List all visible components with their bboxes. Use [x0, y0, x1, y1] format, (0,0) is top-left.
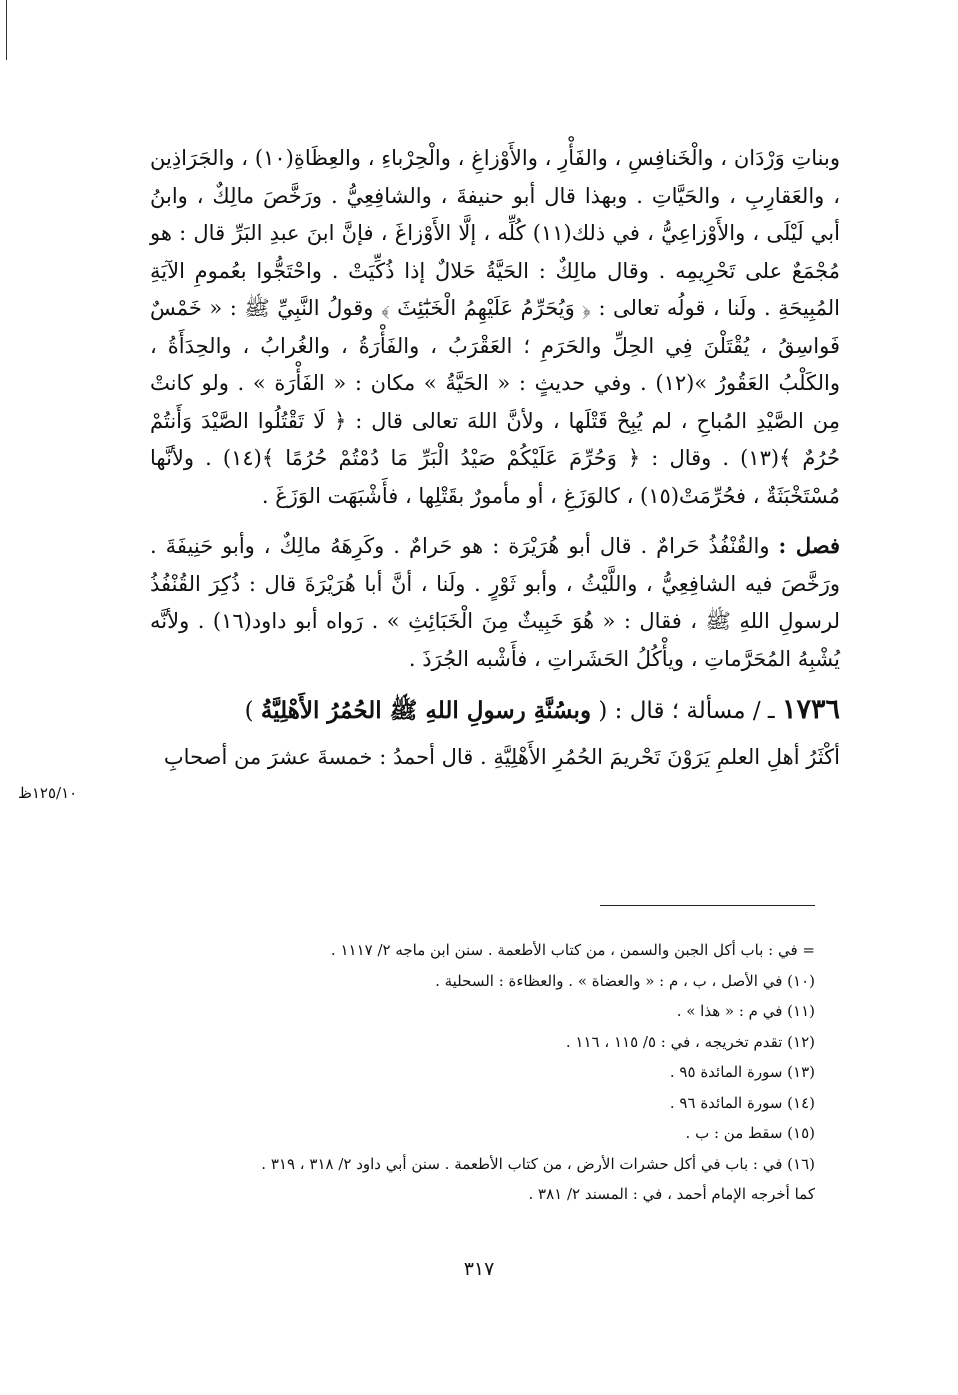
masala-intro: ـ / مسألة ؛ قال : (	[598, 698, 775, 724]
page-edge-line	[6, 0, 7, 60]
main-text	[150, 140, 840, 777]
masala-close: )	[244, 698, 254, 724]
fasl-heading: فصل :	[778, 533, 840, 558]
footnotes	[150, 935, 815, 1210]
paragraph-animals: وبناتِ وَرْدَان ، والْخَنافِسِ ، والفَأْرِ ، والأَوْزاغِ ، والْحِرْباءِ ، والعِظَاةِ(١٠) ، والجَرَاذِين ، والعَقارِبِ ، والحَيَّاتِ . وبهذا قال أبو حنيفةَ ، والشافِعِيُّ . ورَخَّصَ مالِكٌ ، وابنُ أبي لَيْلَى ، والأَوْزاعِيُّ ، في ذلك(١١) كُلِّه ، إلَّا الأَوْزاغَ ، فإنَّ ابنَ عبدِ البَرِّ قال : هو مُجْمَعٌ على تَحْرِيمِه . وقال مالِكٌ : الحَيَّةُ حَلالٌ إذا ذُكِّيَتْ . واحْتَجُّوا بعُمومِ الآيَةِ المُبِيحَةِ . ولَنا ، قولُه تعالى : ﴿ وَيُحَرِّمُ عَلَيْهِمُ الْخَبَٰٓئِثَ ﴾ وقولُ النَّبِيِّ ﷺ : « خَمْسٌ فَواسِقُ ، يُقْتَلْنَ فِي الحِلِّ والحَرَمِ ؛ العَقْرَبُ ، والفَأْرَةُ ، والغُرابُ ، والحِدَأَةُ ، والكَلْبُ العَقُورُ »(١٢) . وفي حديثٍ : « الحَيَّةُ » مكان : « الفَأْرَة » . ولو كانتْ مِن الصَّيْدِ المُباحِ ، لم يُبِحْ قَتْلَها ، ولأنَّ اللهَ تعالى قال : ﴿ لَا تَقْتُلُوا الصَّيْدَ وَأَنتُمْ حُرُمٌ ﴾(١٣) . وقال : ﴿ وَحُرِّمَ عَلَيْكُمْ صَيْدُ الْبَرِّ مَا دُمْتُمْ حُرُمًا ﴾(١٤) . ولأنَّها مُسْتَخْبَثَةٌ ، فحُرِّمَتْ(١٥) ، كالوَزَغِ ، أو مأمورٌ بقَتْلِها ، فأَشْبَهَت الوَزَغَ .	[150, 146, 840, 508]
paragraph-commentary: أكْثَرُ أهلِ العلمِ يَرَوْنَ تَحْريمَ الحُمُرِ الأَهْلِيَّةِ . قال أحمدُ : خمسةَ عشرَ من أصحابِ	[163, 745, 840, 769]
masala-text: وبسُنَّةِ رسولِ اللهِ ﷺ الحُمُرُ الأَهْلِيَّةُ	[260, 697, 592, 724]
footnote-item: كما أخرجه الإمام أحمد ، في : المسند ٢/ ٣٨١ .	[528, 1185, 815, 1203]
paragraph-fasl	[150, 527, 840, 678]
footnote-item: (١١) في م : « هذا » .	[676, 1002, 815, 1020]
footnote-item: (١٤) سورة المائدة ٩٦ .	[669, 1093, 815, 1112]
page-number: ٣١٧	[463, 1258, 495, 1280]
footnote-item: (١٠) في الأصل ، ب ، م : « والعضاة » . والعظاءة : السحلية .	[435, 971, 815, 990]
footnote-item: (١٦) في : باب في أكل حشرات الأرض ، من كتاب الأطعمة . سنن أبي داود ٢/ ٣١٨ ، ٣١٩ .	[261, 1154, 815, 1173]
footnote-item: (١٥) سقط من : ب .	[685, 1124, 815, 1142]
footnote-item: (١٢) تقدم تخريجه ، في : ٥/ ١١٥ ، ١١٦ .	[565, 1032, 815, 1051]
footnote-item: = في : باب أكل الجبن والسمن ، من كتاب الأطعمة . سنن ابن ماجه ٢/ ١١١٧ .	[330, 941, 815, 959]
margin-manuscript-reference: ١٢٥/١٠ظ	[18, 784, 78, 802]
masala-heading	[150, 690, 840, 731]
footnote-separator	[600, 905, 815, 906]
masala-number: ١٧٣٦	[781, 694, 840, 725]
footnote-item: (١٣) سورة المائدة ٩٥ .	[669, 1063, 815, 1081]
fasl-text: والقُنْفُذُ حَرامٌ . قال أبو هُرَيْرَة : هو حَرامٌ . وكَرِهَهُ مالِكٌ ، وأبو حَنِيفَةَ . ورَخَّصَ فيه الشافِعِيُّ ، واللَّيْثُ ، وأبو ثَوْرٍ . ولَنا ، أنَّ أبا هُرَيْرَةَ قال : ذُكِرَ القُنْفُذُ لرسولِ اللهِ ﷺ ، فقال : « هُوَ خَبِيثٌ مِنَ الْخَبَائِثِ » . رَواه أبو داود(١٦) . ولأنَّه يُشْبِهُ المُحَرَّماتِ ، ويأْكُلُ الحَشَراتِ ، فأَشْبه الجُرَذَ .	[150, 534, 840, 671]
